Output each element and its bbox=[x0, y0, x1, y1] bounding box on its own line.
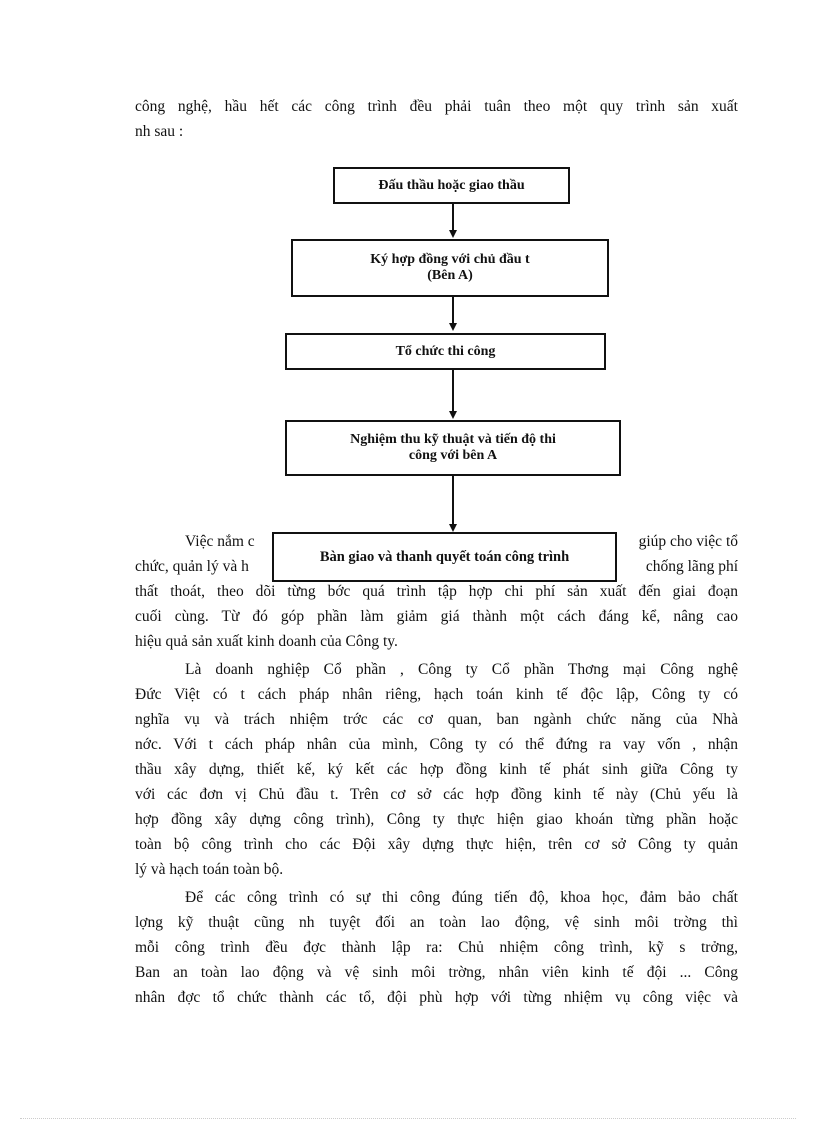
arrowhead-2-3 bbox=[449, 323, 457, 331]
flow-step-bidding-text: Đấu thầu hoặc giao thầu bbox=[378, 177, 525, 193]
para2-line-6: với các đơn vị Chủ đầu t. Trên cơ sở các hợp đồng kinh tế này (Chủ yếu là bbox=[135, 786, 738, 803]
para3-line-3: mỗi công trình đều đợc thành lập ra: Chủ nhiệm công trình, kỹ s trởng, bbox=[135, 939, 738, 956]
arrowhead-4-5 bbox=[449, 524, 457, 532]
para2-line-1: Là doanh nghiệp Cổ phần , Công ty Cổ phần Thơng mại Công nghệ bbox=[185, 661, 738, 678]
flow-step-contract bbox=[291, 239, 609, 297]
flow-step-acceptance-line2: công với bên A bbox=[408, 448, 498, 463]
para1-line-3: thất thoát, theo dõi từng bớc quá trình tập hợp chi phí sản xuất đến giai đoạn bbox=[135, 583, 738, 600]
connector-1-2 bbox=[452, 204, 454, 232]
page-bottom-rule bbox=[20, 1118, 796, 1119]
flow-step-handover-text: Bàn giao và thanh quyết toán công trình bbox=[319, 549, 570, 565]
para1-line-2b: chống lãng phí bbox=[645, 558, 738, 575]
arrowhead-3-4 bbox=[449, 411, 457, 419]
para1-line-5: hiệu quả sản xuất kinh doanh của Công ty. bbox=[135, 633, 398, 650]
flow-step-construction bbox=[285, 333, 606, 370]
intro-line-1: công nghệ, hầu hết các công trình đều phải tuân theo một quy trình sản xuất bbox=[135, 98, 738, 115]
para3-line-2: lợng kỹ thuật cũng nh tuyệt đối an toàn lao động, vệ sinh môi trờng thì bbox=[135, 914, 738, 931]
connector-3-4 bbox=[452, 370, 454, 413]
para2-line-7: hợp đồng xây dựng công trình), Công ty thực hiện giao khoán từng phần hoặc bbox=[135, 811, 738, 828]
para2-line-9: lý và hạch toán toàn bộ. bbox=[135, 861, 284, 878]
flow-step-handover bbox=[272, 532, 617, 582]
flow-step-bidding bbox=[333, 167, 570, 204]
flow-step-acceptance bbox=[285, 420, 621, 476]
para2-line-5: thầu xây dựng, thiết kế, ký kết các hợp đồng kinh tế phát sinh giữa Công ty bbox=[135, 761, 738, 778]
para1-line-4: cuối cùng. Từ đó góp phần làm giảm giá thành một cách đáng kể, nâng cao bbox=[135, 608, 738, 625]
flow-step-contract-line2: (Bên A) bbox=[427, 268, 473, 283]
para2-line-2: Đức Việt có t cách pháp nhân riêng, hạch toán kinh tế độc lập, Công ty có bbox=[135, 686, 738, 703]
intro-line-2: nh sau : bbox=[135, 123, 184, 140]
para1-line-1a: Việc nắm c bbox=[185, 533, 255, 550]
arrowhead-1-2 bbox=[449, 230, 457, 238]
para2-line-8: toàn bộ công trình cho các Đội xây dựng thực hiện, trên cơ sở Công ty quản bbox=[135, 836, 738, 853]
para2-line-4: nớc. Với t cách pháp nhân của mình, Công ty có thể đứng ra vay vốn , nhận bbox=[135, 736, 738, 753]
flow-step-construction-text: Tổ chức thi công bbox=[395, 343, 496, 359]
para3-line-4: Ban an toàn lao động và vệ sinh môi trờng, nhân viên kinh tế đội ... Công bbox=[135, 964, 738, 981]
connector-2-3 bbox=[452, 297, 454, 324]
flow-step-contract-line1: Ký hợp đồng với chủ đầu t bbox=[370, 252, 530, 267]
para1-line-1b: giúp cho việc tổ bbox=[638, 533, 738, 550]
para2-line-3: nghĩa vụ và trách nhiệm trớc các cơ quan, ban ngành chức năng của Nhà bbox=[135, 711, 738, 728]
connector-4-5 bbox=[452, 476, 454, 526]
para1-line-2a: chức, quản lý và h bbox=[135, 558, 249, 575]
para3-line-5: nhân đợc tổ chức thành các tổ, đội phù hợp với từng nhiệm vụ công việc và bbox=[135, 989, 738, 1006]
flow-step-acceptance-line1: Nghiệm thu kỹ thuật và tiến độ thi bbox=[350, 432, 556, 447]
para3-line-1: Để các công trình có sự thi công đúng tiến độ, khoa học, đảm bảo chất bbox=[185, 889, 738, 906]
